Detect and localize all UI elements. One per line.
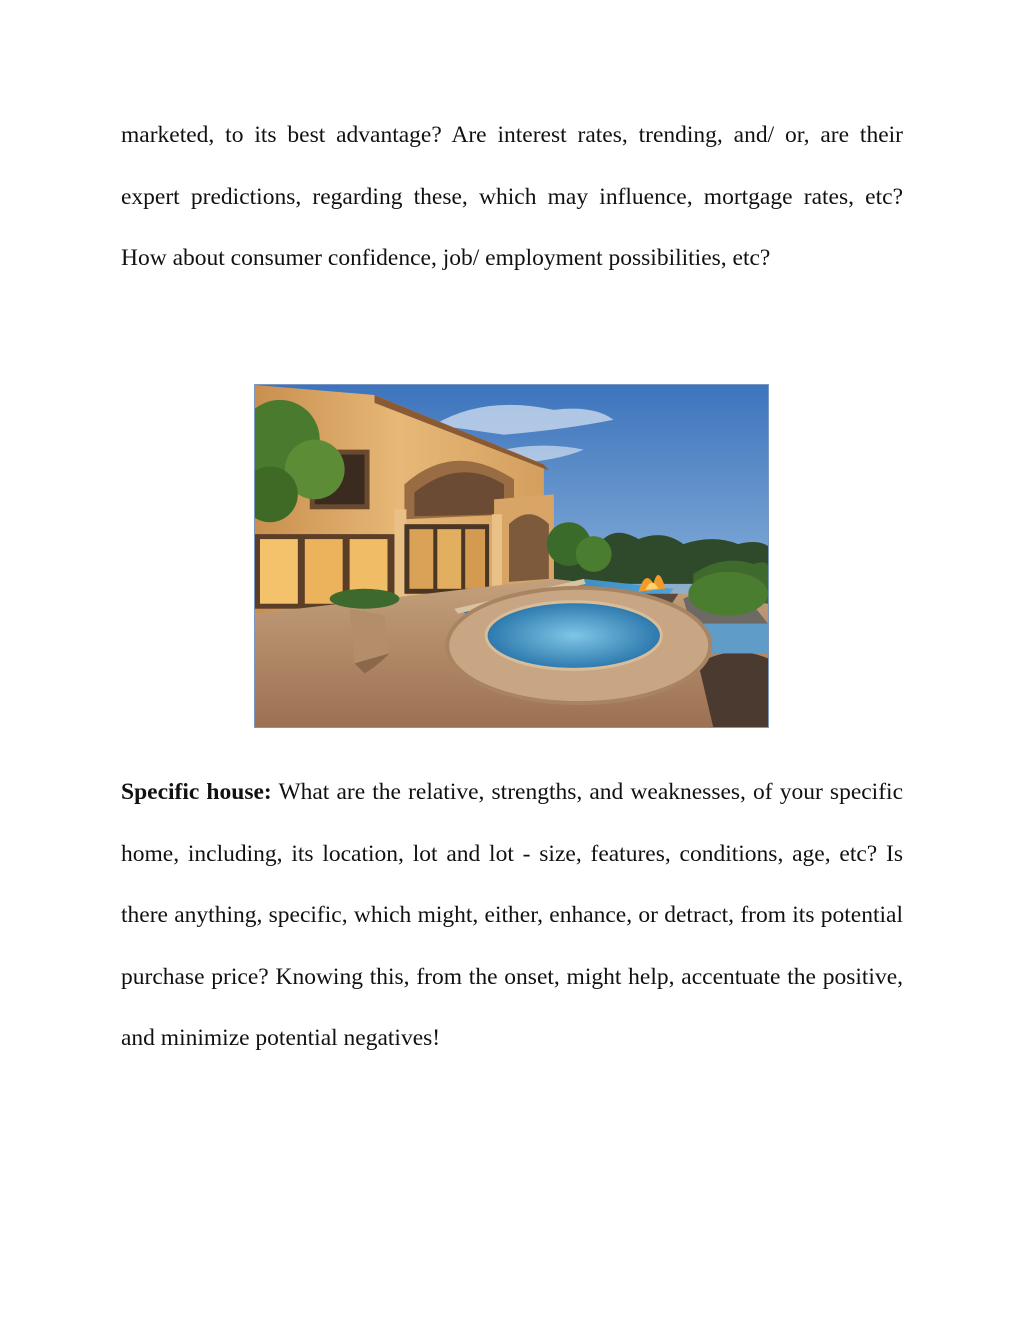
specific-house-text: What are the relative, strengths, and weaknesses, of your specific home, including, its location, lot and lot - size, features, conditions, age, etc? Is there anything, specific, which might, either, enhance, or detract, from its potential purchase price? Knowing this, from the onset, might help, accentuate the positive, and minimize potential negatives!	[121, 779, 903, 1052]
section-heading-specific-house: Specific house:	[121, 779, 272, 805]
body-paragraph-specific-house	[121, 762, 903, 1070]
house-pool-photo	[254, 384, 769, 728]
house-pool-illustration	[255, 385, 768, 727]
body-paragraph-market-conditions: marketed, to its best advantage? Are interest rates, trending, and/ or, are their expert predictions, regarding these, which may influence, mortgage rates, etc? How about consumer confidence, job/ employment possibilities, etc?	[121, 122, 903, 272]
